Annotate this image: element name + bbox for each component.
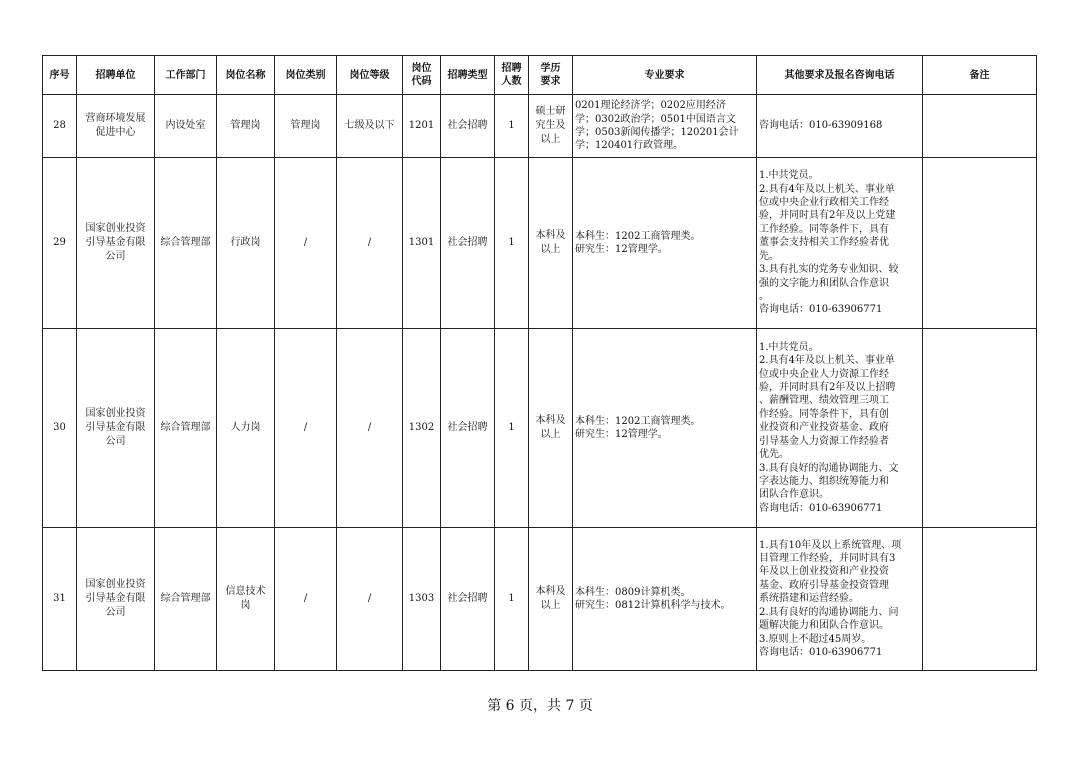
header-post-name: 岗位名称 [217, 56, 275, 95]
table-header-row [43, 56, 1037, 95]
cell-post-type: / [275, 329, 337, 528]
cell-post-level: / [337, 528, 403, 671]
cell-remark [923, 158, 1037, 329]
cell-seq: 30 [43, 329, 77, 528]
cell-post-name: 管理岗 [217, 95, 275, 158]
cell-post-code: 1301 [403, 158, 441, 329]
cell-post-name: 行政岗 [217, 158, 275, 329]
cell-count: 1 [495, 329, 529, 528]
header-dept: 工作部门 [155, 56, 217, 95]
cell-unit: 国家创业投资 引导基金有限 公司 [77, 329, 155, 528]
header-post-type: 岗位类别 [275, 56, 337, 95]
cell-dept: 内设处室 [155, 95, 217, 158]
header-edu: 学历 要求 [529, 56, 573, 95]
cell-post-name: 信息技术 岗 [217, 528, 275, 671]
cell-other: 咨询电话：010-63909168 [757, 95, 923, 158]
cell-seq: 31 [43, 528, 77, 671]
table-row [43, 329, 1037, 528]
cell-unit: 国家创业投资 引导基金有限 公司 [77, 528, 155, 671]
header-unit: 招聘单位 [77, 56, 155, 95]
table-row [43, 158, 1037, 329]
header-post-level: 岗位等级 [337, 56, 403, 95]
cell-remark [923, 95, 1037, 158]
cell-post-code: 1201 [403, 95, 441, 158]
header-recruit-type: 招聘类型 [441, 56, 495, 95]
recruitment-table [42, 55, 1037, 671]
cell-post-code: 1302 [403, 329, 441, 528]
cell-remark [923, 329, 1037, 528]
cell-edu: 本科及 以上 [529, 329, 573, 528]
cell-post-level: 七级及以下 [337, 95, 403, 158]
cell-other: 1.具有10年及以上系统管理、项 目管理工作经验，并同时具有3 年及以上创业投资和产业投资 基金、政府引导基金投资管理 系统搭建和运营经验。 2.具有良好的沟通协调能力、问 题解决能力和团队合作意识。 3.原则上不超过45周岁。 咨询电话：010-63906771 [757, 528, 923, 671]
header-other: 其他要求及报名咨询电话 [757, 56, 923, 95]
cell-seq: 28 [43, 95, 77, 158]
cell-other: 1.中共党员。 2.具有4年及以上机关、事业单 位或中央企业人力资源工作经 验，并同时具有2年及以上招聘 、薪酬管理、绩效管理三项工 作经验。同等条件下，具有创 业投资和产业投资基金、政府 引导基金人力资源工作经验者 优先。 3.具有良好的沟通协调能力、文 字表达能力、组织统筹能力和 团队合作意识。 咨询电话：010-63906771 [757, 329, 923, 528]
cell-dept: 综合管理部 [155, 158, 217, 329]
header-post-code: 岗位 代码 [403, 56, 441, 95]
cell-recruit-type: 社会招聘 [441, 329, 495, 528]
cell-edu: 本科及 以上 [529, 528, 573, 671]
page-number-footer: 第 6 页，共 7 页 [487, 698, 593, 714]
cell-unit: 国家创业投资 引导基金有限 公司 [77, 158, 155, 329]
cell-edu: 硕士研 究生及 以上 [529, 95, 573, 158]
cell-major: 本科生：1202工商管理类。 研究生：12管理学。 [573, 158, 757, 329]
cell-count: 1 [495, 158, 529, 329]
cell-dept: 综合管理部 [155, 329, 217, 528]
cell-post-type: / [275, 528, 337, 671]
table-row [43, 528, 1037, 671]
cell-post-code: 1303 [403, 528, 441, 671]
cell-other: 1.中共党员。 2.具有4年及以上机关、事业单 位或中央企业行政相关工作经 验，并同时具有2年及以上党建 工作经验。同等条件下，具有 董事会支持相关工作经验者优 先。 3.具有扎实的党务专业知识、较 强的文字能力和团队合作意识 。 咨询电话：010-63906771 [757, 158, 923, 329]
cell-recruit-type: 社会招聘 [441, 95, 495, 158]
cell-unit: 营商环境发展 促进中心 [77, 95, 155, 158]
cell-major: 本科生：1202工商管理类。 研究生：12管理学。 [573, 329, 757, 528]
cell-recruit-type: 社会招聘 [441, 158, 495, 329]
table-row [43, 95, 1037, 158]
cell-count: 1 [495, 528, 529, 671]
cell-post-level: / [337, 329, 403, 528]
header-seq: 序号 [43, 56, 77, 95]
cell-post-type: 管理岗 [275, 95, 337, 158]
cell-edu: 本科及 以上 [529, 158, 573, 329]
cell-major: 0201理论经济学；0202应用经济 学；0302政治学；0501中国语言文 学；0503新闻传播学；120201会计 学；120401行政管理。 [573, 95, 757, 158]
cell-post-type: / [275, 158, 337, 329]
cell-seq: 29 [43, 158, 77, 329]
cell-count: 1 [495, 95, 529, 158]
header-major: 专业要求 [573, 56, 757, 95]
header-remark: 备注 [923, 56, 1037, 95]
cell-dept: 综合管理部 [155, 528, 217, 671]
cell-post-level: / [337, 158, 403, 329]
cell-recruit-type: 社会招聘 [441, 528, 495, 671]
header-count: 招聘 人数 [495, 56, 529, 95]
cell-remark [923, 528, 1037, 671]
cell-major: 本科生：0809计算机类。 研究生：0812计算机科学与技术。 [573, 528, 757, 671]
cell-post-name: 人力岗 [217, 329, 275, 528]
